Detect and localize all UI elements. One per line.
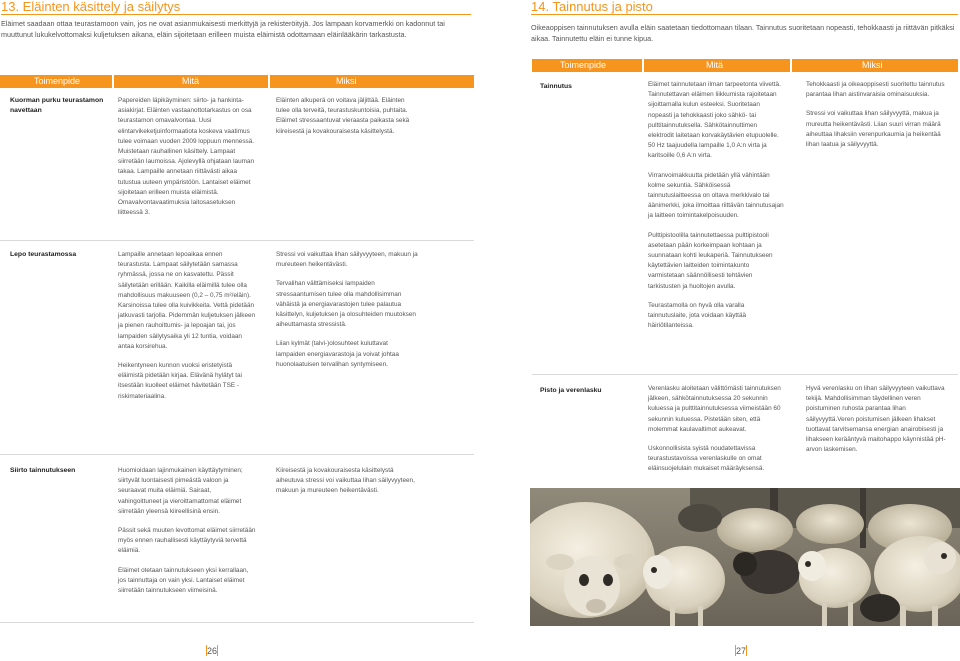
paragraph: Verenlasku aloitetaan välittömästi tainnutuksen jälkeen, sähkötainnutuksessa 20 sekunnin kuluessa ja pulttitainnutuksessa viimeistään 60 sekunnin kuluessa. Pistetään siten, että molemmat kaulavaltimot aukeavat. (648, 385, 781, 433)
table-header (532, 59, 958, 72)
row-why (806, 80, 946, 150)
paragraph: Uskonnollisista syistä noudatettavissa teurastustavoissa verenlaskulle on omat eläinsuojelulain mukaiset määräyksensä. (648, 445, 765, 473)
row-divider (0, 622, 474, 623)
paragraph: Huomioidaan lajinmukainen käyttäytyminen; siirtyvät luontaisesti pimeästä valoon ja seuraavat muita eläimiä. Sairaat, vahingoittuneet ja vieroittamattomat eläimet siirretään yleensä kiireellisinä ensin. (118, 467, 243, 515)
row-why (806, 384, 946, 455)
page-number-value: 26 (207, 646, 218, 656)
paragraph: Kiireisestä ja kovakouraisesta käsittelystä aiheutuva stressi voi vaikuttaa lihan säilyvyyteen, makuun ja mureuteen heikentävästi. (276, 467, 415, 495)
paragraph: Tervalihan välttämiseksi lampaiden stressaantumisen tulee olla mahdollisimman vähäistä ja energiavarastojen tulee palautua käsittelyn, kuljetuksen ja olosuhteiden muutoksen aiheuttamasta stressistä. (276, 280, 416, 329)
paragraph: Teurastamolla on hyvä olla varalla tainnutuslaite, jota voidaan käyttää häiriötilanteissa. (648, 301, 747, 330)
row-action: Pisto ja verenlasku (540, 387, 602, 394)
paragraph: Heikentyneen kunnon vuoksi eristetyistä eläimistä pidetään kirjaa. Elävänä hylätyt tai itsestään kuolleet eläimet hävitetään TSE -riskimateriaalina. (118, 362, 242, 400)
row-what (648, 384, 784, 475)
row-action: Tainnutus (540, 83, 572, 90)
header-col-why (270, 75, 474, 88)
row-divider (0, 454, 474, 455)
paragraph: Stressi voi vaikuttaa lihan säilyvyyteen, makuun ja mureuteen heikentävästi. (276, 251, 418, 269)
row-what (648, 80, 784, 331)
row-divider (532, 374, 958, 375)
paragraph: Eläimet otetaan tainnutukseen yksi kerrallaan, jos tainnuttaja on vain yksi. Lantaiset eläimet siirretään tainnutukseen viimeisinä. (118, 566, 249, 595)
row-action: Kuorman purku teurastamon navettaan (10, 97, 104, 115)
row-why (276, 466, 416, 497)
header-label: Mitä (706, 60, 724, 70)
page-number-bar (217, 645, 218, 656)
paragraph: Eläinten alkuperä on voitava jäljittää. Eläinten tulee olla terveitä, teurastuskuntoisia, puhtaita. Eläimet stressaantuvat vieraasta paikasta sekä kiireisestä ja kovakouraisesta käsittelystä. (276, 97, 410, 135)
page-number (735, 645, 747, 656)
paragraph: Pulttipistoolilla tainnutettaessa pulttipistooli asetetaan pään korkeimpaan kohtaan ja suunnataan kohti leukaperiä. Tainnutukseen käytettävien laitteiden toimintakunto varmistetaan säännöllisesti tehtävien tarkistusten ja huoltojen avulla. (648, 231, 773, 290)
page-number (206, 645, 218, 656)
paragraph: Hyvä verenlasku on lihan säilyvyyteen vaikuttava tekijä. Mahdollisimman täydellinen veren poistuminen ruhosta parantaa lihan säilyvyyttä.Veren poistumisen jälkeen lihakset tuottavat tarvitsemansa energian anairobisesti ja lihakseen kerääntyvä maitohappo käynnistää pH-arvon laskemisen. (806, 385, 946, 454)
table-header (0, 75, 474, 88)
row-action: Lepo teurastamossa (10, 251, 77, 258)
intro-text: Oikeaoppisen tainnutuksen avulla eläin saatetaan tiedottomaan tilaan. Tainnutus suoritetaan nopeasti, tehokkaasti ja riittävän pitkäksi aikaa. Tainnutettu eläin ei tunne kipua. (531, 23, 955, 44)
paragraph: Stressi voi vaikuttaa lihan säilyvyyttä, makua ja mureutta heikentävästi. Liian suuri virran määrä aiheuttaa lihaksiin verenpurkaumia ja heikentää lihan laatua ja säilyvyyttä. (806, 110, 941, 149)
page-number-value: 27 (736, 646, 747, 656)
page-number-bar (746, 645, 747, 656)
row-what (118, 250, 256, 402)
header-label: Miksi (862, 60, 883, 70)
paragraph: Liian kylmät (talvi-)olosuhteet kuluttavat lampaiden energiavarastoja ja voivat johtaa huonolaatuisen tervalihan syntymiseen. (276, 340, 399, 368)
row-divider (0, 240, 474, 241)
sheep-photo (530, 488, 960, 626)
row-what (118, 96, 256, 218)
row-why (276, 96, 416, 137)
header-col-what (114, 75, 268, 88)
paragraph: Virranvoimakkuutta pidetään yllä vähintään kolme sekuntia. Sähköisessä tainnutuslaitteessa on oltava merkkivalo tai äänimerkki, joka ilmoittaa riittävän tainnutusajan ja laitteen toimintakelpoisuuden. (648, 171, 784, 220)
header-label: Mitä (182, 76, 200, 86)
row-why (276, 250, 418, 370)
header-col-action (532, 59, 642, 72)
header-col-why (792, 59, 958, 72)
title-underline (531, 14, 958, 15)
section-title-13: 13. Eläinten käsittely ja säilytys (1, 0, 181, 14)
row-action: Siirto tainnutukseen (10, 467, 76, 474)
paragraph: Papereiden läpikäyminen: siirto- ja hankinta-asiakirjat. Eläinten vastaanottotarkastus on osa teurastamon omavalvontaa. Uusi elintarvikeketjuinformaatiota koskeva vaatimus tulee voimaan vuoden 2009 loppuun mennessä. Muistetaan rauhallinen käsittely. Lampaat siirretään laumoissa. Ajolevyllä ohjataan lauman takaa. Lampaille annetaan riittävästi aikaa tutustua uuteen ympäristöön. Lantaiset eläimet sijoitetaan erilleen muista eläimistä. Omavalvontavaatimuksia laitosasetuksen liitteessä 3. (118, 97, 255, 217)
section-title-14: 14. Tainnutus ja pisto (531, 0, 653, 14)
paragraph: Pässit sekä muuten levottomat eläimet siirretään myös ennen rauhallisesti käyttäytyviä tervettä eläimiä. (118, 527, 256, 555)
header-label: Miksi (336, 76, 357, 86)
sheep-photo-illustration (530, 488, 960, 626)
right-page (480, 0, 960, 661)
paragraph: Tehokkaasti ja oikeaoppisesti suoritettu tainnutus parantaa lihan aistinvaraisia ominaisuuksia. (806, 81, 945, 99)
title-underline (1, 14, 471, 15)
header-col-what (644, 59, 790, 72)
header-label: Toimenpide (34, 76, 81, 86)
paragraph: Eläimet tainnutetaan ilman tarpeetonta viivettä. Tainnutettavan eläimen liikkumista rajoitetaan sijoittamalla kulun esteeksi. Suoritetaan nopeasti ja tehokkaasti joko sähkö- tai pulttitainnutuksella. Sähkötainnuttimen elektrodit laitetaan korvakäytävien etupuolelle. 50 Hz taajuudella lampaille 1,0 A:n virta ja karitsoille 0,6 A:n virta. (648, 81, 781, 160)
header-label: Toimenpide (560, 60, 607, 70)
row-what (118, 466, 256, 596)
paragraph: Lampaille annetaan lepoaikaa ennen teurastusta. Lampaat säilytetään samassa ryhmässä, jossa ne on kasvatettu. Pässit säilytetään erillään. Kaikilla eläimillä tulee olla mahdollisuus makuuseen (0,2 – 0,75 m²/eläin). Karsinoissa tulee olla kuivikkeita. Vettä pidetään jatkuvasti tarjolla. Pidemmän kuljetuksen jälkeen ja pienen rauhoittumis- ja lepoajan tai, jos lampaiden säilytysaika yli 12 tuntia, voidaan antaa korsirehua. (118, 251, 256, 350)
header-col-action (0, 75, 112, 88)
intro-text: Eläimet saadaan ottaa teurastamoon vain, jos ne ovat asianmukaisesti merkittyjä ja rekisteröityjä. Jos lampaan korvamerkki on kadonnut tai muuttunut lukukelvottomaksi kuljetuksen aikana, eläin sijoitetaan erilleen muista eläimistä odottamaan eläinlääkärin tarkastusta. (1, 19, 445, 40)
